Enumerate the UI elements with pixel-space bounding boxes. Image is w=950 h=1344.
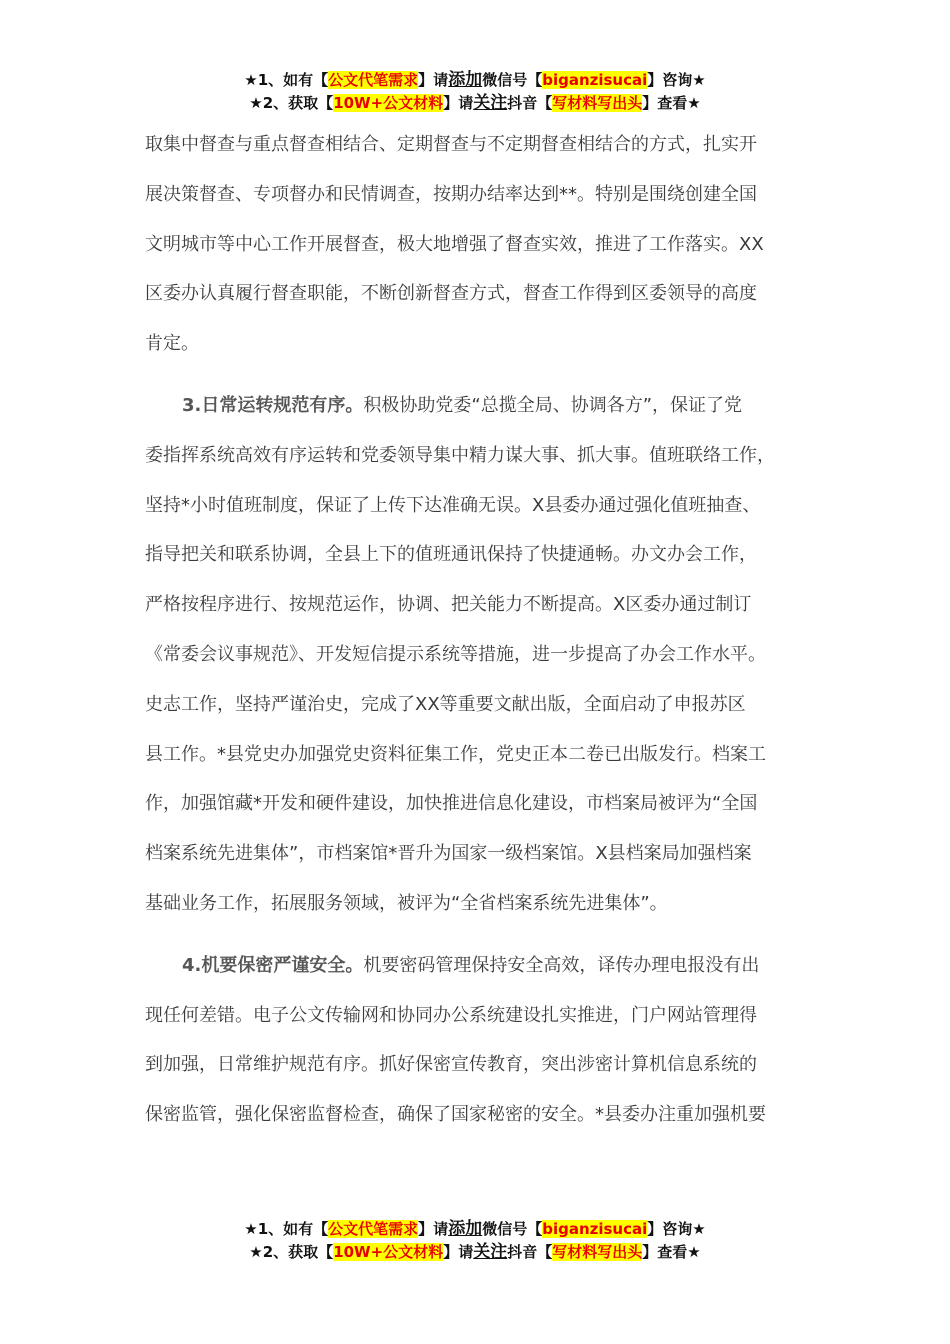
text-line: 基础业务工作，拓展服务领域，被评为“全省档案系统先进集体”。: [145, 892, 668, 914]
banner-line-1: ★1、如有【公文代笔需求】请添加微信号【biganzisucai】咨询★: [244, 70, 706, 90]
highlight-douyin-id: 写材料写出头: [552, 94, 643, 112]
text-line: 委指挥系统高效有序运转和党委领导集中精力谋大事、抓大事。值班联络工作，: [145, 444, 775, 466]
text-line: 史志工作，坚持严谨治史，完成了XX等重要文献出版，全面启动了申报苏区: [145, 693, 746, 715]
text-line: 3.日常运转规范有序。积极协助党委“总揽全局、协调各方”，保证了党: [182, 394, 743, 416]
emphasis-add: 添加: [448, 1219, 483, 1239]
text-line: 区委办认真履行督查职能，不断创新督查方式，督查工作得到区委领导的高度: [145, 283, 757, 305]
text-line: 坚持*小时值班制度，保证了上传下达准确无误。X县委办通过强化值班抽查、: [145, 494, 761, 516]
bottom-banner: [0, 1218, 950, 1264]
banner-line-1: ★1、如有【公文代笔需求】请添加微信号【biganzisucai】咨询★: [244, 1219, 706, 1239]
document-body: [145, 128, 825, 1148]
highlight-service: 公文代笔需求: [328, 1220, 419, 1238]
text-line: 保密监管，强化保密监督检查，确保了国家秘密的安全。*县委办注重加强机要: [145, 1104, 766, 1126]
star-icon: ★: [249, 94, 263, 112]
text-line: 展决策督查、专项督办和民情调查，按期办结率达到**。特别是围绕创建全国: [145, 183, 757, 205]
highlight-materials: 10W+公文材料: [333, 1243, 444, 1261]
emphasis-follow: 关注: [473, 1242, 508, 1262]
section-heading: 3.日常运转规范有序。: [182, 394, 364, 416]
text-line: 作，加强馆藏*开发和硬件建设，加快推进信息化建设，市档案局被评为“全国: [145, 793, 758, 815]
banner-line-2: ★2、获取【10W+公文材料】请关注抖音【写材料写出头】查看★: [249, 93, 701, 113]
highlight-wechat-id: biganzisucai: [542, 1220, 648, 1238]
text-line: 肯定。: [145, 333, 199, 355]
paragraph-3: [145, 389, 825, 937]
text-line: 取集中督查与重点督查相结合、定期督查与不定期督查相结合的方式，扎实开: [145, 134, 757, 155]
highlight-wechat-id: biganzisucai: [542, 71, 648, 89]
text-line: 现任何差错。电子公文传输网和协同办公系统建设扎实推进，门户网站管理得: [145, 1004, 757, 1026]
text-line: 档案系统先进集体”，市档案馆*晋升为国家一级档案馆。X县档案局加强档案: [145, 843, 752, 865]
emphasis-follow: 关注: [473, 93, 508, 113]
text-line: 《常委会议事规范》、开发短信提示系统等措施，进一步提高了办会工作水平。: [145, 643, 766, 665]
top-banner: [0, 69, 950, 115]
emphasis-add: 添加: [448, 70, 483, 90]
banner-line-2: ★2、获取【10W+公文材料】请关注抖音【写材料写出头】查看★: [249, 1242, 701, 1262]
star-icon: ★: [244, 71, 258, 89]
text-line: 县工作。*县党史办加强党史资料征集工作，党史正本二卷已出版发行。档案工: [145, 743, 766, 765]
star-icon: ★: [244, 1220, 258, 1238]
text-line: 严格按程序进行、按规范运作，协调、把关能力不断提高。X区委办通过制订: [145, 594, 752, 616]
paragraph-4: [145, 949, 825, 1148]
text-line: 到加强，日常维护规范有序。抓好保密宣传教育，突出涉密计算机信息系统的: [145, 1054, 757, 1076]
paragraph-1: [145, 128, 825, 377]
highlight-materials: 10W+公文材料: [333, 94, 444, 112]
text-line: 文明城市等中心工作开展督查，极大地增强了督查实效，推进了工作落实。XX: [145, 233, 764, 255]
highlight-douyin-id: 写材料写出头: [552, 1243, 643, 1261]
text-line: 4.机要保密严谨安全。机要密码管理保持安全高效，译传办理电报没有出: [182, 954, 760, 976]
highlight-service: 公文代笔需求: [328, 71, 419, 89]
section-heading: 4.机要保密严谨安全。: [182, 954, 364, 976]
text-line: 指导把关和联系协调，全县上下的值班通讯保持了快捷通畅。办文办会工作，: [145, 544, 757, 566]
star-icon: ★: [249, 1243, 263, 1261]
